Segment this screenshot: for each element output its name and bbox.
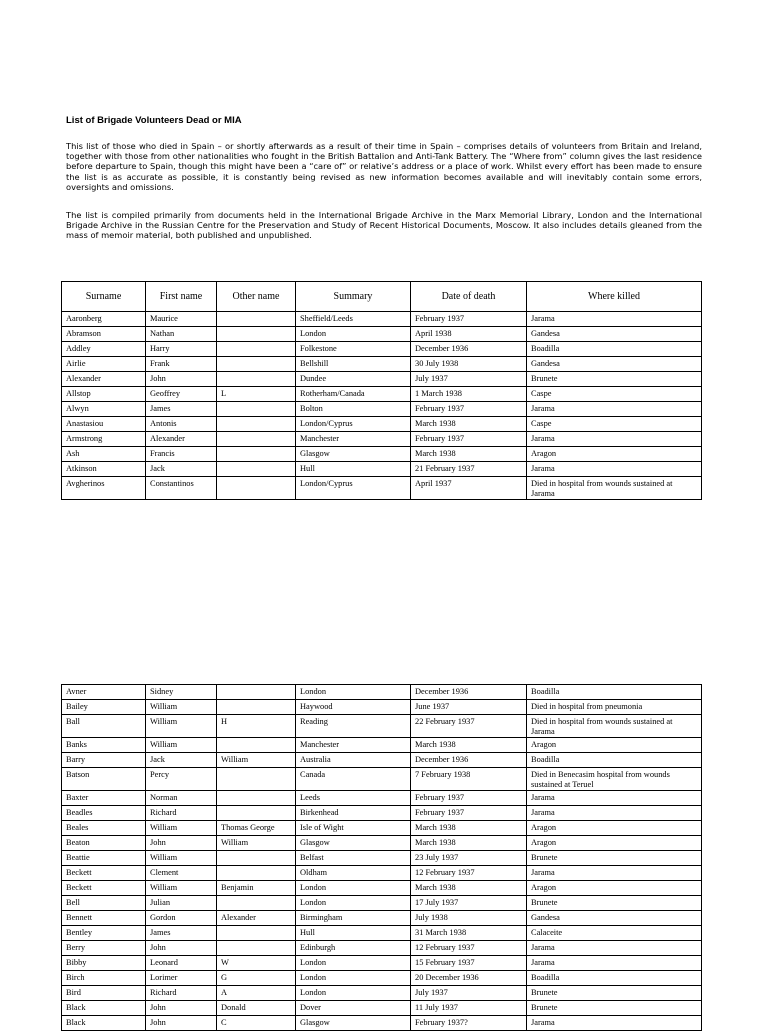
cell-surname: Bennett	[62, 911, 146, 926]
cell-surname: Beckett	[62, 881, 146, 896]
cell-surname: Addley	[62, 342, 146, 357]
cell-first-name: Lorimer	[146, 971, 217, 986]
cell-first-name: Leonard	[146, 956, 217, 971]
cell-other-name	[217, 851, 296, 866]
cell-other-name	[217, 312, 296, 327]
table-row	[62, 312, 702, 327]
cell-surname: Beales	[62, 821, 146, 836]
cell-where-killed: Jarama	[527, 806, 702, 821]
cell-summary: Oldham	[296, 866, 411, 881]
cell-first-name: Richard	[146, 986, 217, 1001]
table-row	[62, 866, 702, 881]
cell-surname: Allstop	[62, 387, 146, 402]
table-row	[62, 1001, 702, 1016]
table-body	[62, 312, 702, 500]
cell-date-of-death: February 1937	[411, 432, 527, 447]
cell-summary: London	[296, 896, 411, 911]
cell-summary: Birmingham	[296, 911, 411, 926]
cell-first-name: Nathan	[146, 327, 217, 342]
table-row	[62, 851, 702, 866]
cell-summary: London	[296, 956, 411, 971]
header-where-killed: Where killed	[527, 282, 702, 312]
cell-surname: Airlie	[62, 357, 146, 372]
table-row	[62, 477, 702, 500]
table-row	[62, 926, 702, 941]
cell-other-name	[217, 941, 296, 956]
cell-date-of-death: December 1936	[411, 753, 527, 768]
cell-first-name: John	[146, 372, 217, 387]
cell-summary: Bolton	[296, 402, 411, 417]
cell-surname: Bentley	[62, 926, 146, 941]
cell-summary: Sheffield/Leeds	[296, 312, 411, 327]
cell-summary: Haywood	[296, 700, 411, 715]
cell-where-killed: Boadilla	[527, 685, 702, 700]
cell-first-name: William	[146, 881, 217, 896]
cell-summary: Folkestone	[296, 342, 411, 357]
cell-surname: Abramson	[62, 327, 146, 342]
table-row	[62, 432, 702, 447]
cell-surname: Avner	[62, 685, 146, 700]
cell-date-of-death: December 1936	[411, 342, 527, 357]
cell-other-name	[217, 447, 296, 462]
cell-other-name	[217, 685, 296, 700]
cell-where-killed: Aragon	[527, 821, 702, 836]
cell-summary: Edinburgh	[296, 941, 411, 956]
cell-summary: Canada	[296, 768, 411, 791]
cell-other-name	[217, 768, 296, 791]
table-row	[62, 791, 702, 806]
cell-surname: Batson	[62, 768, 146, 791]
table-row	[62, 447, 702, 462]
cell-other-name	[217, 866, 296, 881]
cell-date-of-death: July 1937	[411, 372, 527, 387]
cell-other-name: L	[217, 387, 296, 402]
cell-date-of-death: April 1937	[411, 477, 527, 500]
cell-where-killed: Jarama	[527, 312, 702, 327]
cell-where-killed: Aragon	[527, 836, 702, 851]
cell-summary: Isle of Wight	[296, 821, 411, 836]
cell-surname: Barry	[62, 753, 146, 768]
cell-where-killed: Brunete	[527, 986, 702, 1001]
intro-paragraph-1: This list of those who died in Spain – or shortly afterwards as a result of their time in Spain – comprises details of volunteers from Britain and Ireland, together with those from other nationalities who fought in the British Battalion and Anti-Tank Battery. The “Where from” column gives the last residence before departure to Spain, though this might have been a “care of” or relative’s address or a place of work. Whilst every effort has been made to ensure the list is as accurate as possible, it is constantly being revised as new information becomes available and will inevitably contain some errors, oversights and omissions.	[66, 141, 702, 192]
cell-summary: London	[296, 971, 411, 986]
table-row	[62, 342, 702, 357]
cell-first-name: William	[146, 715, 217, 738]
cell-other-name	[217, 342, 296, 357]
cell-other-name	[217, 926, 296, 941]
table-row	[62, 1016, 702, 1031]
cell-where-killed: Jarama	[527, 432, 702, 447]
cell-first-name: Clement	[146, 866, 217, 881]
cell-surname: Bell	[62, 896, 146, 911]
cell-other-name: Alexander	[217, 911, 296, 926]
cell-summary: Belfast	[296, 851, 411, 866]
cell-where-killed: Brunete	[527, 1001, 702, 1016]
table-header-row	[62, 282, 702, 312]
cell-first-name: John	[146, 1016, 217, 1031]
cell-date-of-death: 12 February 1937	[411, 941, 527, 956]
table-row	[62, 956, 702, 971]
table-row	[62, 836, 702, 851]
table-body	[62, 685, 702, 1031]
document-title: List of Brigade Volunteers Dead or MIA	[66, 115, 242, 126]
cell-date-of-death: 11 July 1937	[411, 1001, 527, 1016]
cell-other-name	[217, 327, 296, 342]
table-row	[62, 402, 702, 417]
cell-where-killed: Caspe	[527, 417, 702, 432]
cell-other-name	[217, 357, 296, 372]
cell-other-name: H	[217, 715, 296, 738]
cell-date-of-death: 15 February 1937	[411, 956, 527, 971]
cell-date-of-death: March 1938	[411, 447, 527, 462]
cell-date-of-death: March 1938	[411, 417, 527, 432]
cell-summary: London	[296, 881, 411, 896]
cell-other-name	[217, 700, 296, 715]
cell-where-killed: Aragon	[527, 447, 702, 462]
table-row	[62, 806, 702, 821]
cell-summary: Hull	[296, 926, 411, 941]
cell-surname: Birch	[62, 971, 146, 986]
cell-first-name: John	[146, 941, 217, 956]
cell-date-of-death: July 1938	[411, 911, 527, 926]
cell-date-of-death: 20 December 1936	[411, 971, 527, 986]
cell-first-name: William	[146, 738, 217, 753]
cell-first-name: James	[146, 402, 217, 417]
cell-summary: Dundee	[296, 372, 411, 387]
cell-first-name: Maurice	[146, 312, 217, 327]
cell-other-name: William	[217, 753, 296, 768]
table-row	[62, 971, 702, 986]
cell-summary: Dover	[296, 1001, 411, 1016]
cell-first-name: Constantinos	[146, 477, 217, 500]
cell-surname: Beckett	[62, 866, 146, 881]
cell-first-name: John	[146, 1001, 217, 1016]
cell-date-of-death: February 1937	[411, 402, 527, 417]
table-row	[62, 881, 702, 896]
cell-surname: Armstrong	[62, 432, 146, 447]
cell-other-name: Benjamin	[217, 881, 296, 896]
cell-date-of-death: 7 February 1938	[411, 768, 527, 791]
table-row	[62, 387, 702, 402]
cell-surname: Ball	[62, 715, 146, 738]
cell-summary: London	[296, 986, 411, 1001]
table-row	[62, 896, 702, 911]
cell-where-killed: Brunete	[527, 851, 702, 866]
cell-other-name: Thomas George	[217, 821, 296, 836]
cell-other-name: W	[217, 956, 296, 971]
cell-surname: Atkinson	[62, 462, 146, 477]
cell-summary: London	[296, 327, 411, 342]
cell-where-killed: Boadilla	[527, 342, 702, 357]
cell-where-killed: Died in hospital from pneumonia	[527, 700, 702, 715]
cell-date-of-death: July 1937	[411, 986, 527, 1001]
cell-other-name	[217, 896, 296, 911]
cell-where-killed: Jarama	[527, 402, 702, 417]
cell-where-killed: Jarama	[527, 941, 702, 956]
cell-first-name: Percy	[146, 768, 217, 791]
cell-where-killed: Jarama	[527, 866, 702, 881]
cell-first-name: James	[146, 926, 217, 941]
intro-paragraph-2: The list is compiled primarily from documents held in the International Brigade Archive in the Marx Memorial Library, London and the International Brigade Archive in the Russian Centre for the Preservation and Study of Recent Historical Documents, Moscow. It also includes details gleaned from the mass of memoir material, both published and unpublished.	[66, 210, 702, 241]
cell-date-of-death: 31 March 1938	[411, 926, 527, 941]
cell-first-name: Geoffrey	[146, 387, 217, 402]
cell-date-of-death: March 1938	[411, 738, 527, 753]
table-row	[62, 753, 702, 768]
cell-other-name	[217, 432, 296, 447]
cell-other-name	[217, 462, 296, 477]
cell-other-name: A	[217, 986, 296, 1001]
cell-date-of-death: 1 March 1938	[411, 387, 527, 402]
cell-other-name	[217, 402, 296, 417]
cell-date-of-death: 17 July 1937	[411, 896, 527, 911]
table-row	[62, 357, 702, 372]
cell-first-name: Norman	[146, 791, 217, 806]
cell-summary: London/Cyprus	[296, 417, 411, 432]
table-row	[62, 715, 702, 738]
cell-where-killed: Jarama	[527, 956, 702, 971]
cell-surname: Berry	[62, 941, 146, 956]
cell-summary: Manchester	[296, 432, 411, 447]
cell-where-killed: Aragon	[527, 881, 702, 896]
cell-surname: Alexander	[62, 372, 146, 387]
cell-date-of-death: December 1936	[411, 685, 527, 700]
cell-other-name: William	[217, 836, 296, 851]
cell-where-killed: Brunete	[527, 372, 702, 387]
cell-other-name	[217, 806, 296, 821]
cell-summary: Bellshill	[296, 357, 411, 372]
cell-first-name: William	[146, 821, 217, 836]
cell-where-killed: Caspe	[527, 387, 702, 402]
cell-other-name: G	[217, 971, 296, 986]
cell-where-killed: Calaceite	[527, 926, 702, 941]
cell-where-killed: Boadilla	[527, 971, 702, 986]
table-row	[62, 986, 702, 1001]
cell-date-of-death: February 1937	[411, 806, 527, 821]
cell-summary: Australia	[296, 753, 411, 768]
cell-first-name: Julian	[146, 896, 217, 911]
cell-summary: Glasgow	[296, 836, 411, 851]
cell-where-killed: Died in Benecasim hospital from wounds sustained at Teruel	[527, 768, 702, 791]
cell-where-killed: Jarama	[527, 791, 702, 806]
cell-surname: Baxter	[62, 791, 146, 806]
table-row	[62, 372, 702, 387]
cell-other-name: C	[217, 1016, 296, 1031]
cell-first-name: Alexander	[146, 432, 217, 447]
table-row	[62, 462, 702, 477]
cell-first-name: Frank	[146, 357, 217, 372]
cell-where-killed: Aragon	[527, 738, 702, 753]
cell-first-name: Jack	[146, 462, 217, 477]
cell-other-name	[217, 417, 296, 432]
table-row	[62, 700, 702, 715]
cell-summary: Glasgow	[296, 447, 411, 462]
cell-where-killed: Gandesa	[527, 327, 702, 342]
cell-summary: Leeds	[296, 791, 411, 806]
table-row	[62, 941, 702, 956]
header-summary: Summary	[296, 282, 411, 312]
table-row	[62, 911, 702, 926]
cell-date-of-death: 30 July 1938	[411, 357, 527, 372]
cell-surname: Beadles	[62, 806, 146, 821]
cell-surname: Black	[62, 1016, 146, 1031]
header-date-of-death: Date of death	[411, 282, 527, 312]
cell-date-of-death: February 1937	[411, 312, 527, 327]
cell-summary: Hull	[296, 462, 411, 477]
cell-first-name: John	[146, 836, 217, 851]
header-surname: Surname	[62, 282, 146, 312]
cell-other-name	[217, 791, 296, 806]
cell-date-of-death: February 1937?	[411, 1016, 527, 1031]
cell-first-name: Antonis	[146, 417, 217, 432]
cell-summary: Birkenhead	[296, 806, 411, 821]
cell-date-of-death: March 1938	[411, 836, 527, 851]
cell-first-name: William	[146, 851, 217, 866]
table-row	[62, 768, 702, 791]
cell-surname: Ash	[62, 447, 146, 462]
cell-surname: Beaton	[62, 836, 146, 851]
cell-first-name: William	[146, 700, 217, 715]
cell-summary: London	[296, 685, 411, 700]
cell-date-of-death: 12 February 1937	[411, 866, 527, 881]
cell-summary: Rotherham/Canada	[296, 387, 411, 402]
cell-surname: Anastasiou	[62, 417, 146, 432]
cell-first-name: Gordon	[146, 911, 217, 926]
cell-surname: Beattie	[62, 851, 146, 866]
cell-date-of-death: June 1937	[411, 700, 527, 715]
table-row	[62, 327, 702, 342]
cell-surname: Aaronberg	[62, 312, 146, 327]
cell-first-name: Francis	[146, 447, 217, 462]
cell-where-killed: Jarama	[527, 1016, 702, 1031]
cell-surname: Bibby	[62, 956, 146, 971]
cell-where-killed: Died in hospital from wounds sustained at Jarama	[527, 715, 702, 738]
cell-first-name: Jack	[146, 753, 217, 768]
cell-date-of-death: 21 February 1937	[411, 462, 527, 477]
cell-surname: Avgherinos	[62, 477, 146, 500]
cell-surname: Bird	[62, 986, 146, 1001]
cell-summary: Glasgow	[296, 1016, 411, 1031]
cell-where-killed: Brunete	[527, 896, 702, 911]
cell-surname: Black	[62, 1001, 146, 1016]
cell-date-of-death: February 1937	[411, 791, 527, 806]
table-row	[62, 821, 702, 836]
cell-first-name: Harry	[146, 342, 217, 357]
cell-other-name	[217, 738, 296, 753]
cell-summary: London/Cyprus	[296, 477, 411, 500]
table-row	[62, 685, 702, 700]
cell-first-name: Sidney	[146, 685, 217, 700]
cell-other-name	[217, 372, 296, 387]
cell-summary: Manchester	[296, 738, 411, 753]
cell-where-killed: Died in hospital from wounds sustained at Jarama	[527, 477, 702, 500]
cell-other-name	[217, 477, 296, 500]
volunteers-table-part-2	[61, 684, 702, 1031]
cell-first-name: Richard	[146, 806, 217, 821]
cell-summary: Reading	[296, 715, 411, 738]
cell-where-killed: Gandesa	[527, 911, 702, 926]
cell-surname: Banks	[62, 738, 146, 753]
cell-other-name: Donald	[217, 1001, 296, 1016]
table-row	[62, 738, 702, 753]
cell-date-of-death: March 1938	[411, 821, 527, 836]
cell-date-of-death: March 1938	[411, 881, 527, 896]
cell-where-killed: Gandesa	[527, 357, 702, 372]
cell-where-killed: Jarama	[527, 462, 702, 477]
cell-date-of-death: 23 July 1937	[411, 851, 527, 866]
header-first-name: First name	[146, 282, 217, 312]
volunteers-table-part-1	[61, 281, 702, 500]
cell-date-of-death: April 1938	[411, 327, 527, 342]
header-other-name: Other name	[217, 282, 296, 312]
cell-date-of-death: 22 February 1937	[411, 715, 527, 738]
cell-where-killed: Boadilla	[527, 753, 702, 768]
table-row	[62, 417, 702, 432]
cell-surname: Bailey	[62, 700, 146, 715]
cell-surname: Alwyn	[62, 402, 146, 417]
